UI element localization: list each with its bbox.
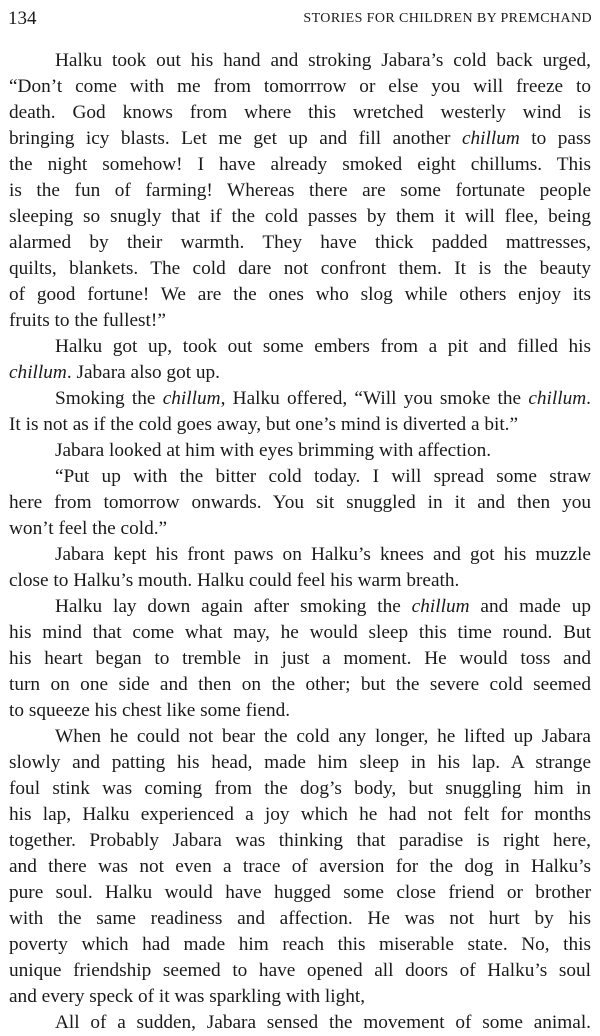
text-line: chillum. Jabara also got up. — [9, 362, 220, 383]
text-line: Jabara looked at him with eyes brimming with affection. — [55, 440, 492, 461]
text-line: alarmed by their warmth. They have thick padded mattresses, — [9, 232, 591, 253]
text-line: of good fortune! We are the ones who slog while others enjoy its — [9, 284, 591, 305]
text-line: unique friendship seemed to have opened all doors of Halku’s soul — [9, 960, 591, 981]
text-line: Halku lay down again after smoking the chillum and made up — [55, 596, 592, 617]
text-line: bringing icy blasts. Let me get up and fill another chillum to pass — [9, 128, 591, 149]
text-line: to squeeze his chest like some fiend. — [9, 700, 291, 721]
running-head: STORIES FOR CHILDREN BY PREMCHAND — [303, 11, 592, 26]
text-line: his lap, Halku experienced a joy which he had not felt for months — [9, 804, 591, 825]
page-header — [8, 6, 592, 32]
text-line: Halku got up, took out some embers from a pit and filled his — [55, 336, 591, 357]
text-line: quilts, blankets. The cold dare not confront them. It is the beauty — [9, 258, 591, 279]
text-line: Halku took out his hand and stroking Jabara’s cold back urged, — [55, 50, 591, 71]
text-line: close to Halku’s mouth. Halku could feel his warm breath. — [9, 570, 460, 591]
text-line: All of a sudden, Jabara sensed the movement of some animal. — [55, 1012, 591, 1033]
text-line: “Don’t come with me from tomorrrow or else you will freeze to — [9, 76, 591, 97]
text-line: and there was not even a trace of aversion for the dog in Halku’s — [9, 856, 591, 877]
text-line: Jabara kept his front paws on Halku’s knees and got his muzzle — [55, 544, 591, 565]
text-line: fruits to the fullest!” — [9, 310, 166, 331]
text-line: his mind that come what may, he would sleep this time round. But — [9, 622, 591, 643]
text-line: turn on one side and then on the other; but the severe cold seemed — [9, 674, 591, 695]
text-line: together. Probably Jabara was thinking that paradise is right here, — [9, 830, 591, 851]
text-line: is the fun of farming! Whereas there are some fortunate people — [9, 180, 591, 201]
text-line: sleeping so snugly that if the cold passes by them it will flee, being — [9, 206, 591, 227]
text-line: here from tomorrow onwards. You sit snuggled in it and then you — [9, 492, 591, 513]
text-line: “Put up with the bitter cold today. I will spread some straw — [55, 466, 591, 487]
text-line: won’t feel the cold.” — [9, 518, 168, 539]
story-text — [9, 48, 591, 1036]
text-line: death. God knows from where this wretched westerly wind is — [9, 102, 591, 123]
text-line: the night somehow! I have already smoked eight chillums. This — [9, 154, 591, 175]
text-line: slowly and patting his head, made him sleep in his lap. A strange — [9, 752, 591, 773]
page-number: 134 — [8, 8, 37, 29]
text-line: Smoking the chillum, Halku offered, “Will you smoke the chillum. — [55, 388, 591, 409]
text-line: with the same readiness and affection. He was not hurt by his — [9, 908, 591, 929]
text-line: When he could not bear the cold any longer, he lifted up Jabara — [55, 726, 591, 747]
text-line: foul stink was coming from the dog’s body, but snuggling him in — [9, 778, 591, 799]
text-line: and every speck of it was sparkling with light, — [9, 986, 366, 1007]
text-line: It is not as if the cold goes away, but one’s mind is diverted a bit.” — [9, 414, 519, 435]
text-line: poverty which had made him reach this miserable state. No, this — [9, 934, 591, 955]
text-line: his heart began to tremble in just a moment. He would toss and — [9, 648, 591, 669]
text-line: pure soul. Halku would have hugged some close friend or brother — [9, 882, 591, 903]
